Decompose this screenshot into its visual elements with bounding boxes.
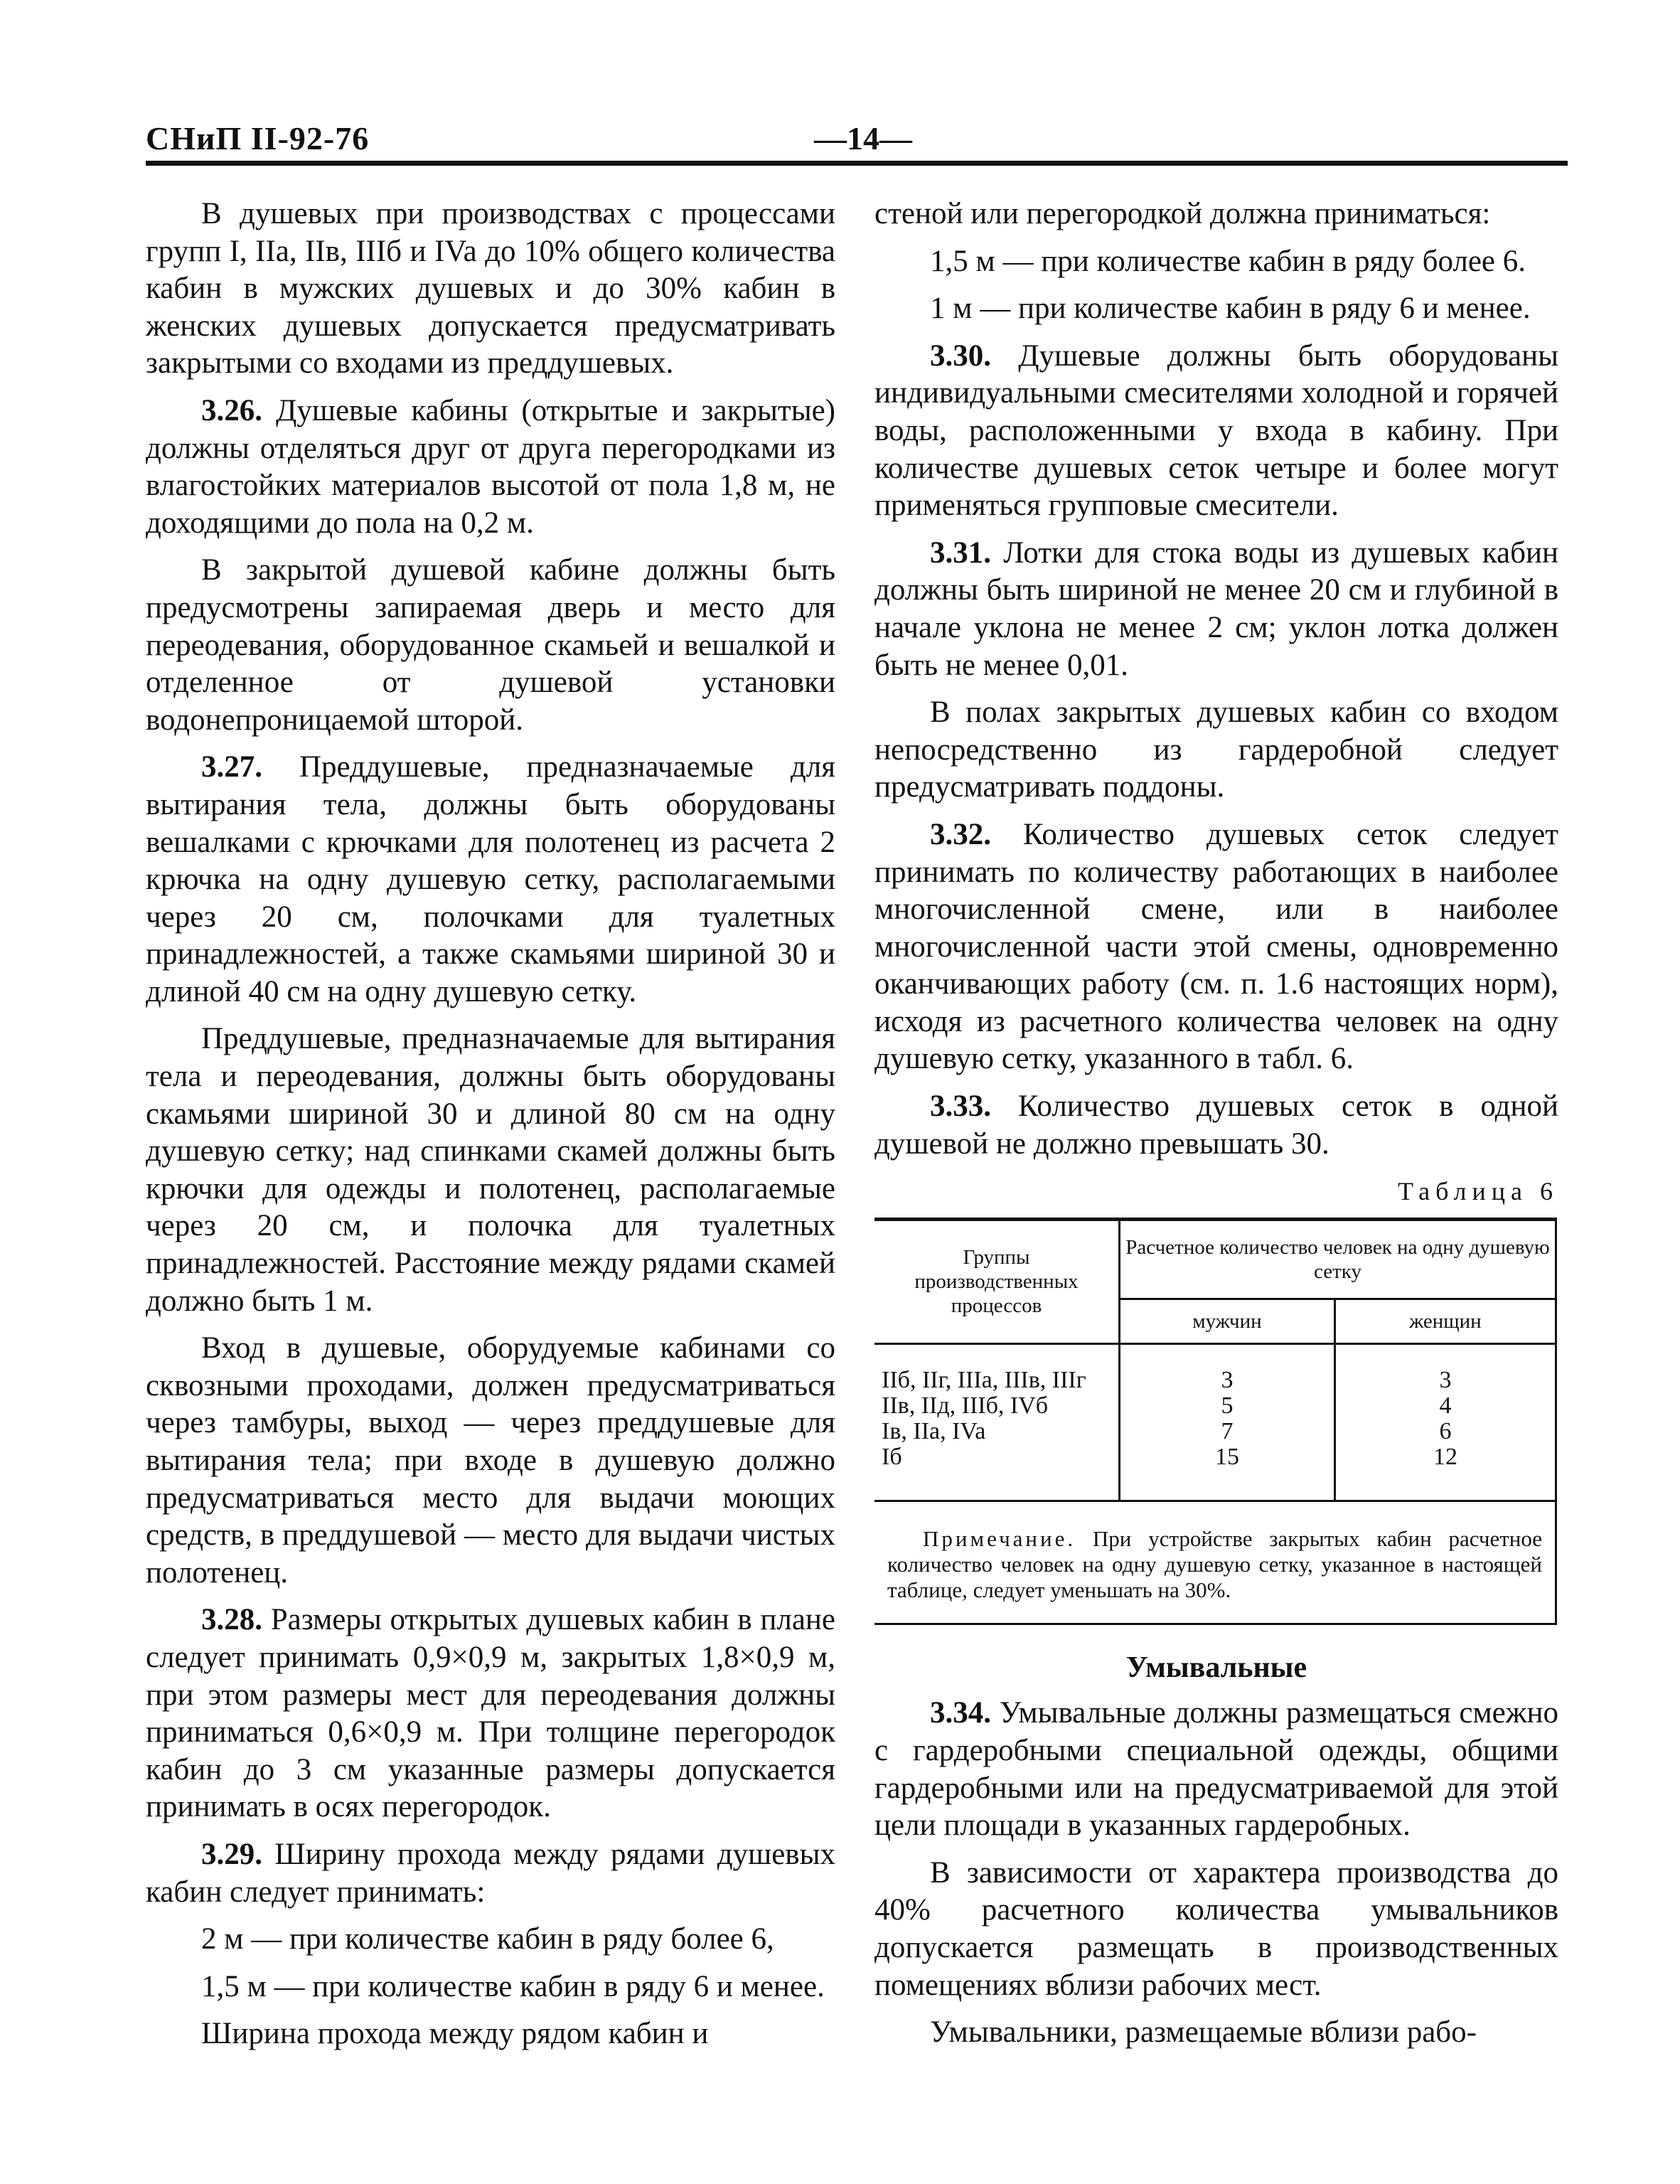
section-title: Умывальные [1125,1651,1307,1684]
cell-men: 5 [1120,1393,1335,1419]
clause-number: 3.30. [930,339,991,373]
paragraph [874,338,1558,525]
paragraph [146,1836,835,1911]
clause-number: 3.27. [201,750,262,784]
cell-men: 7 [1120,1419,1335,1444]
cell-women: 4 [1439,1392,1452,1419]
paragraph [146,1602,835,1826]
paragraph [874,816,1558,1078]
paragraph: Умывальники, размещаемые вблизи рабо- [930,2015,1477,2050]
clause-text: Количество душевых сеток в одной душевой не должно превышать 30. [874,1090,1558,1161]
paragraph [874,1088,1558,1163]
column-header-groups: Группы производственных процессов [874,1221,1120,1344]
clause-number: 3.31. [930,536,991,570]
clause-number: 3.34. [930,1696,991,1730]
table-caption: Таблица 6 [1398,1177,1558,1206]
clause-text: Умывальные должны размещаться смежно с гардеробными специальной одежды, общими гардеробными или на предусматриваемой для этой цели площади в указанных гардеробных. [874,1696,1558,1843]
document-code: СНиП II-92-76 [146,120,370,156]
paragraph: стеной или перегородкой должна приниматься: [874,197,1491,230]
clause-text: Душевые должны быть оборудованы индивидуальными смесителями холодной и горячей воды, расположенными у входа в кабину. При количестве душевых сеток четыре и более могут применяться групповые смесители. [874,339,1558,523]
paragraph [874,535,1558,684]
clause-number: 3.28. [201,1603,262,1637]
paragraph: Ширина прохода между рядом кабин и [201,2017,709,2051]
page-header [146,114,1546,171]
paragraph: 1,5 м — при количестве кабин в ряду более 6. [930,244,1526,278]
cell-women: 3 [1439,1366,1452,1393]
paragraph: Преддушевые, предназначаемые для вытирания тела и переодевания, должны быть оборудованы скамьями шириной 30 и длиной 80 см на одну душевую сетку; над спинками скамей должны быть крючки для одежды и полотенец, располагаемые через 20 см, и полочка для туалетных принадлежностей. Расстояние между рядами скамей должно быть 1 м. [146,1022,835,1318]
clause-text: Душевые кабины (открытые и закрытые) должны отделяться друг от друга перегородками из влагостойких материалов высотой от пола 1,8 м, не доходящими до пола на 0,2 м. [146,393,835,540]
clause-number: 3.29. [201,1837,262,1871]
header-rule [146,161,1568,166]
cell-men: 3 [1120,1343,1335,1393]
column-header-women: женщин [1334,1299,1555,1343]
right-column [874,196,1558,2062]
note-label: Примечание. [923,1525,1076,1551]
clause-number: 3.26. [201,393,262,427]
clause-text: Размеры открытых душевых кабин в плане следует принимать 0,9×0,9 м, закрытых 1,8×0,9 м, при этом размеры мест для переодевания должны приниматься 0,6×0,9 м. При толщине перегородок кабин до 3 см указанные размеры допускается принимать в осях перегородок. [146,1603,835,1824]
table-row [874,1393,1555,1419]
paragraph [146,749,835,1011]
table-row [874,1419,1555,1444]
paragraph [874,1695,1558,1844]
paragraph: В зависимости от характера производства до 40% расчетного количества умывальников допускается размещать в производственных помещениях вблизи рабочих мест. [874,1855,1558,2002]
paragraph: В душевых при производствах с процессами групп I, IIa, IIв, IIIб и IVa до 10% общего количества кабин в мужских душевых и до 30% кабин в женских душевых допускается предусматривать закрытыми со входами из преддушевых. [146,197,835,380]
cell-group: Iв, IIa, IVa [874,1419,1120,1444]
clause-number: 3.32. [930,817,991,851]
clause-text: Ширину прохода между рядами душевых кабин следует принимать: [146,1837,835,1909]
table-row [874,1343,1555,1393]
column-header-men: мужчин [1120,1299,1335,1343]
paragraph: 2 м — при количестве кабин в ряду более 6, [201,1922,774,1956]
paragraph: В закрытой душевой кабине должны быть предусмотрены запираемая дверь и место для переодевания, оборудованное скамьей и вешалкой и отделенное от душевой установки водонепроницаемой шторой. [146,553,835,737]
paragraph: 1 м — при количестве кабин в ряду 6 и менее. [930,292,1531,326]
paragraph [146,393,835,542]
cell-women: 6 [1439,1417,1452,1444]
table-6 [874,1218,1557,1625]
clause-number: 3.33. [930,1090,991,1124]
note-text: При устройстве закрытых кабин расчетное количество человек на одну душевую сетку, указанное в настоящей таблице, следует уменьшать на 30%. [887,1525,1542,1602]
left-column [146,196,835,2063]
cell-group: Iб [874,1444,1120,1500]
column-header-calc: Расчетное количество человек на одну душевую сетку [1120,1221,1555,1299]
data-table [874,1221,1555,1500]
clause-text: Количество душевых сеток следует принимать по количеству работающих в наиболее многочисленной смене, или в наиболее многочисленной части этой смены, одновременно оканчивающих работу (см. п. 1.6 настоящих норм), исходя из расчетного количества человек на одну душевую сетку, указанного в табл. 6. [874,817,1558,1076]
paragraph: 1,5 м — при количестве кабин в ряду 6 и менее. [201,1969,825,2003]
cell-group: IIв, IIд, IIIб, IVб [874,1393,1120,1419]
cell-group: IIб, IIг, IIIa, IIIв, IIIг [874,1343,1120,1393]
clause-text: Лотки для стока воды из душевых кабин должны быть шириной не менее 20 см и глубиной в начале уклона не менее 2 см; уклон лотка должен быть не менее 0,01. [874,536,1558,682]
table-row [874,1444,1555,1500]
paragraph: В полах закрытых душевых кабин со входом непосредственно из гардеробной следует предусматривать поддоны. [874,696,1558,804]
clause-text: Преддушевые, предназначаемые для вытирания тела, должны быть оборудованы вешалками с крючками для полотенец из расчета 2 крючка на одну душевую сетку, располагаемыми через 20 см, полочками для туалетных принадлежностей, а также скамьями шириной 30 и длиной 40 см на одну душевую сетку. [146,750,835,1008]
cell-women: 12 [1433,1443,1457,1470]
page-number: —14— [814,120,912,156]
paragraph: Вход в душевые, оборудуемые кабинами со сквозными проходами, должен предусматриваться через тамбуры, выход — через преддушевые для вытирания тела; при входе в душевую должно предусматриваться место для выдачи моющих средств, в преддушевой — место для выдачи чистых полотенец. [146,1331,835,1589]
cell-men: 15 [1120,1444,1335,1500]
table-note [874,1500,1555,1623]
